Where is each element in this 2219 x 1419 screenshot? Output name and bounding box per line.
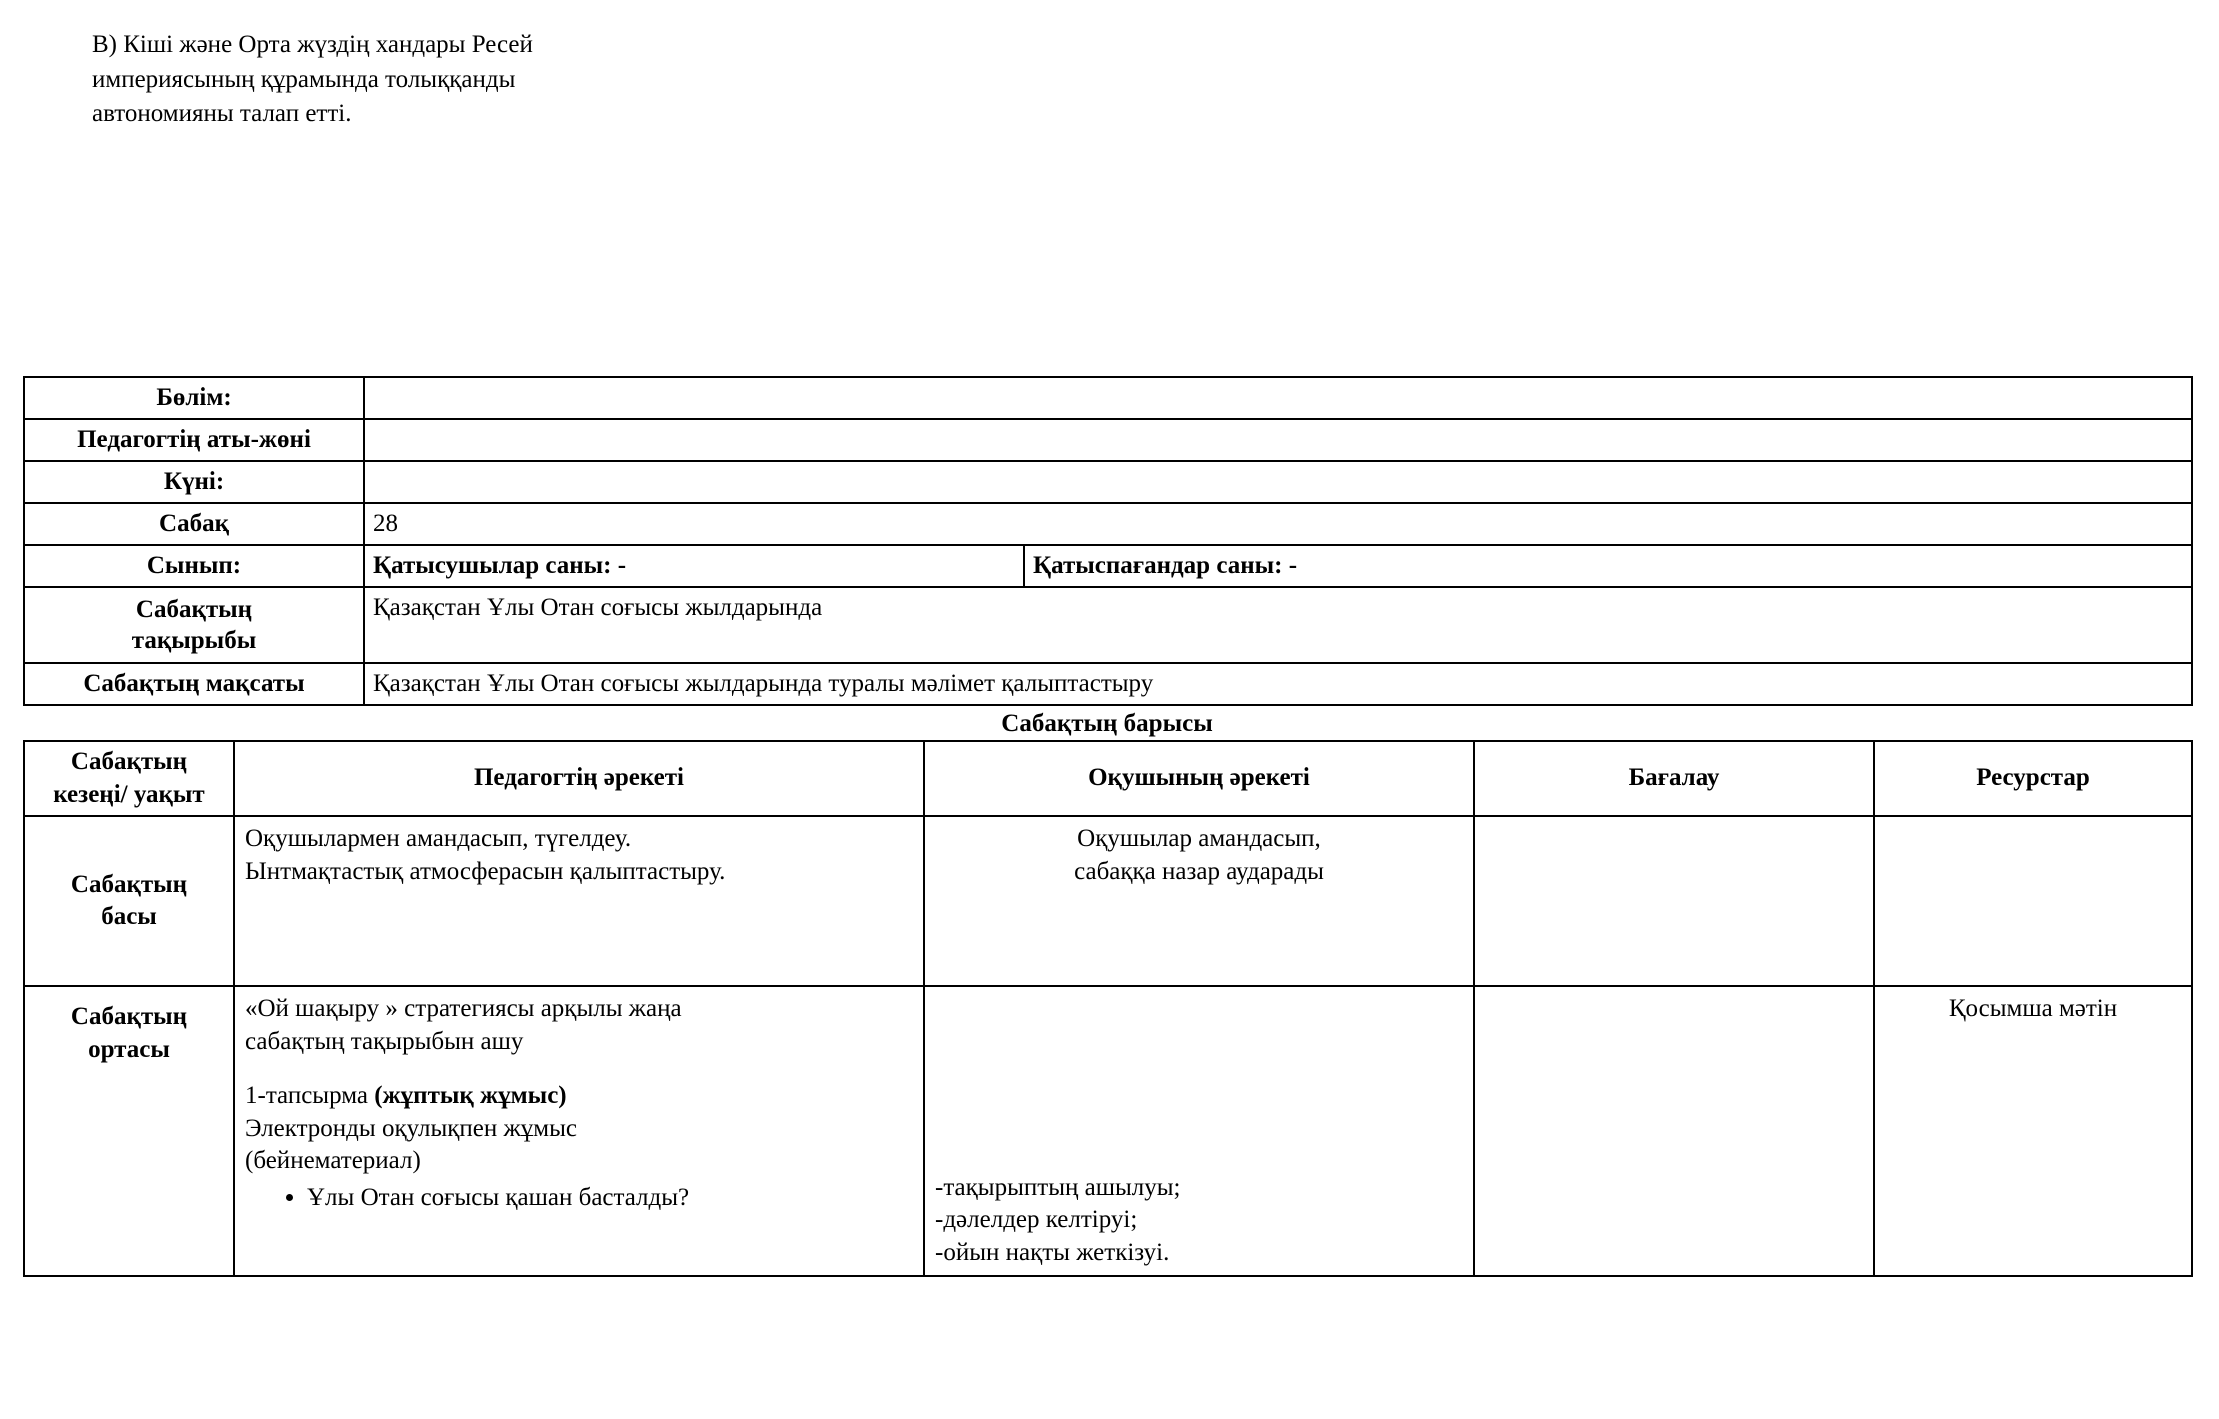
row-stage-beginning <box>24 816 234 986</box>
row-student-action-beginning <box>924 816 1474 986</box>
row-assessment-middle <box>1474 986 1874 1276</box>
student-line-1: Оқушылар амандасып, <box>1077 825 1321 852</box>
row-stage-middle-line2: ортасы <box>88 1035 170 1063</box>
student-line-3: -ойын нақты жеткізуі. <box>935 1238 1170 1266</box>
info-label-goal: Сабақтың мақсаты <box>24 663 364 705</box>
row-stage-middle <box>24 986 234 1276</box>
table-row <box>24 377 2192 419</box>
row-resources-beginning <box>1874 816 2192 986</box>
lesson-info-table <box>23 376 2193 706</box>
info-value-absent-count: Қатыспағандар саны: - <box>1024 545 2192 587</box>
info-value-lesson: 28 <box>364 503 2192 545</box>
student-line-1: -тақырыптың ашылуы; <box>935 1173 1181 1201</box>
teacher-line-2: сабақтың тақырыбын ашу <box>245 1027 524 1055</box>
info-value-bolim <box>364 377 2192 419</box>
col-header-teacher-action: Педагогтің әрекеті <box>234 741 924 816</box>
info-value-teacher <box>364 419 2192 461</box>
table-row <box>24 545 2192 587</box>
lesson-flow-title: Сабақтың барысы <box>1001 710 1213 737</box>
spacer <box>245 1058 913 1080</box>
teacher-line-1: Оқушылармен амандасып, түгелдеу. <box>245 825 632 852</box>
row-stage-beginning-line2: басы <box>101 903 157 930</box>
teacher-line-3: Электронды оқулықпен жұмыс <box>245 1114 577 1142</box>
list-item: • Ұлы Отан соғысы қашан басталды? <box>307 1182 913 1215</box>
info-label-topic-line1: Сабақтың <box>135 595 253 623</box>
table-row <box>24 503 2192 545</box>
info-value-goal: Қазақстан Ұлы Отан соғысы жылдарында туралы мәлімет қалыптастыру <box>364 663 2192 705</box>
col-header-assessment: Бағалау <box>1474 741 1874 816</box>
teacher-line-2: Ынтмақтастық атмосферасын қалыптастыру. <box>245 857 726 885</box>
row-stage-middle-line1: Сабақтың <box>70 1003 188 1030</box>
row-stage-beginning-line1: Сабақтың <box>70 870 188 898</box>
intro-line-1: В) Кіші және Орта жүздің хандары Ресей <box>92 31 533 58</box>
info-value-present-count: Қатысушылар саны: - <box>364 545 1024 587</box>
intro-line-2: империясының құрамында толыққанды <box>92 65 516 93</box>
row-resources-middle: Қосымша мәтін <box>1874 986 2192 1276</box>
student-line-2: сабаққа назар аударады <box>1074 857 1324 885</box>
teacher-bullet-list <box>245 1182 913 1215</box>
info-label-teacher: Педагогтің аты-жөні <box>24 419 364 461</box>
student-line-2: -дәлелдер келтіруі; <box>935 1206 1138 1233</box>
row-teacher-action-beginning <box>234 816 924 986</box>
info-label-topic <box>24 587 364 663</box>
table-header-row <box>24 741 2192 816</box>
table-row <box>24 816 2192 986</box>
col-header-stage-line1: Сабақтың <box>70 748 188 775</box>
col-header-stage-line2: кезеңі/ уақыт <box>53 780 205 808</box>
info-label-bolim: Бөлім: <box>24 377 364 419</box>
teacher-line-4: (бейнематериал) <box>245 1147 421 1174</box>
table-row <box>24 461 2192 503</box>
col-header-resources: Ресурстар <box>1874 741 2192 816</box>
lesson-plan-tables <box>23 376 2191 1277</box>
info-label-lesson: Сабақ <box>24 503 364 545</box>
col-header-student-action: Оқушының әрекеті <box>924 741 1474 816</box>
info-value-topic: Қазақстан Ұлы Отан соғысы жылдарында <box>364 587 2192 663</box>
teacher-line-1: «Ой шақыру » стратегиясы арқылы жаңа <box>245 995 682 1022</box>
intro-paragraph <box>92 28 792 132</box>
table-row <box>24 663 2192 705</box>
teacher-task-label: 1-тапсырма <box>245 1082 368 1109</box>
row-assessment-beginning <box>1474 816 1874 986</box>
teacher-task-line <box>245 1080 913 1113</box>
table-row <box>24 587 2192 663</box>
col-header-stage <box>24 741 234 816</box>
row-teacher-action-middle <box>234 986 924 1276</box>
table-row <box>24 419 2192 461</box>
table-row <box>24 986 2192 1276</box>
lesson-flow-table <box>23 740 2193 1277</box>
info-label-class: Сынып: <box>24 545 364 587</box>
intro-line-3: автономияны талап етті. <box>92 100 352 127</box>
info-value-date <box>364 461 2192 503</box>
info-label-topic-line2: тақырыбы <box>131 627 257 654</box>
row-student-action-middle <box>924 986 1474 1276</box>
teacher-task-mode: (жұптық жұмыс) <box>374 1082 567 1109</box>
info-label-date: Күні: <box>24 461 364 503</box>
